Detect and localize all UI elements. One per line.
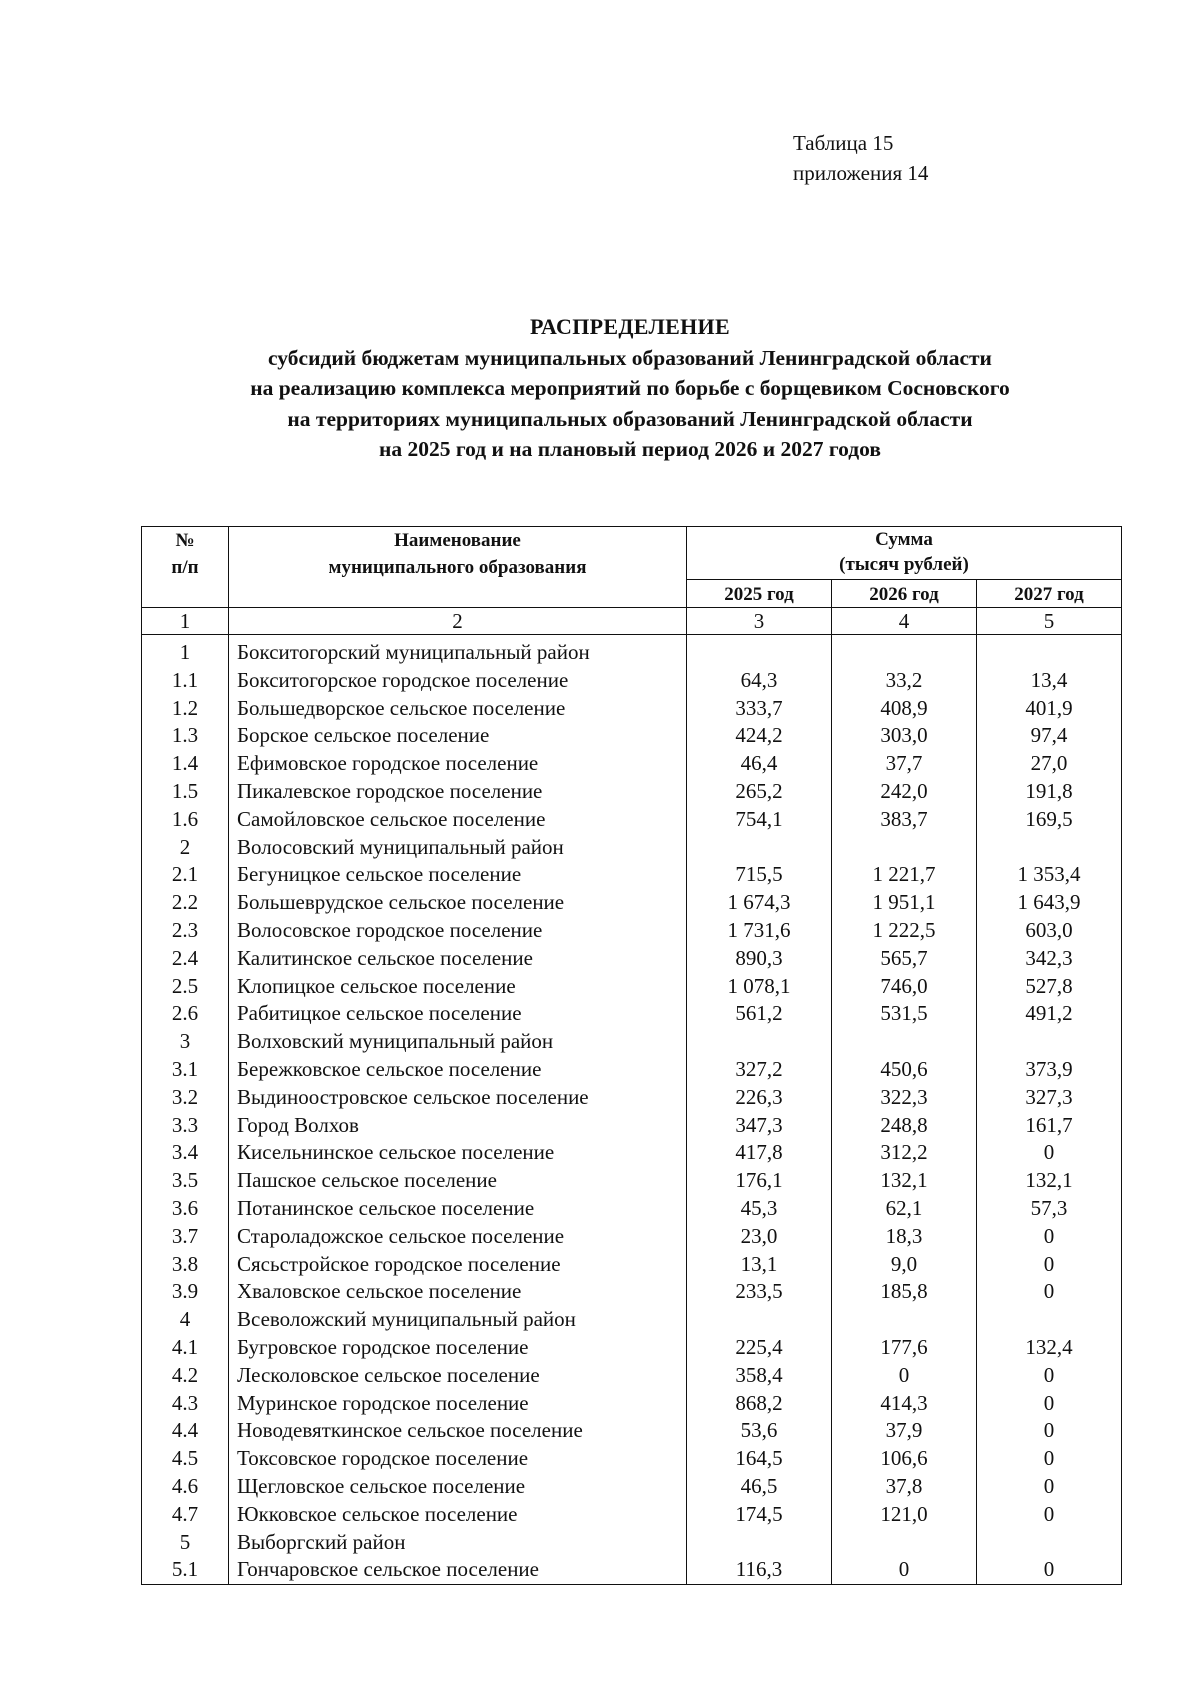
municipality-name: Рабитицкое сельское поселение <box>237 1001 522 1026</box>
amount-2027: 132,1 <box>1025 1168 1073 1193</box>
row-number: 3.1 <box>171 1056 199 1081</box>
amount-2025: 347,3 <box>735 1112 783 1137</box>
amount-2027: 1 353,4 <box>1017 862 1081 887</box>
row-number: 1.2 <box>171 695 199 720</box>
amount-2026: 18,3 <box>885 1223 923 1248</box>
amount-2027: 342,3 <box>1025 945 1073 970</box>
municipality-name: Потанинское сельское поселение <box>237 1195 535 1220</box>
municipality-name: Щегловское сельское поселение <box>237 1473 526 1498</box>
row-number: 2.1 <box>171 862 199 887</box>
column-index: 4 <box>832 608 977 635</box>
municipality-name: Бокситогорский муниципальный район <box>237 640 590 664</box>
amount-2027: 27,0 <box>1030 751 1068 776</box>
header-sum-line-2: (тысяч рублей) <box>839 554 969 575</box>
municipality-name: Кисельнинское сельское поселение <box>237 1140 555 1165</box>
table-number: Таблица 15 <box>793 131 894 155</box>
amount-2025: 754,1 <box>735 806 783 831</box>
title-line-5: на 2025 год и на плановый период 2026 и 2027 годов <box>379 437 881 461</box>
amount-2027: 132,4 <box>1025 1334 1073 1359</box>
row-number: 3.2 <box>171 1084 199 1109</box>
row-number: 2.3 <box>171 917 199 942</box>
row-number: 2.6 <box>171 1001 199 1026</box>
row-number: 1.5 <box>171 778 199 803</box>
amount-2027: 0 <box>1043 1473 1055 1498</box>
municipality-name: Хваловское сельское поселение <box>237 1279 522 1304</box>
row-number: 4.5 <box>171 1446 199 1471</box>
row-number: 4.1 <box>171 1334 199 1359</box>
row-number: 1.4 <box>171 751 199 776</box>
amount-2026: 1 221,7 <box>872 862 936 887</box>
title-line-2: субсидий бюджетам муниципальных образований Ленинградской области <box>268 345 992 370</box>
row-number: 3.5 <box>171 1168 199 1193</box>
municipality-name: Город Волхов <box>237 1112 359 1137</box>
municipality-name: Юкковское сельское поселение <box>237 1501 518 1526</box>
amount-2027: 0 <box>1043 1501 1055 1526</box>
municipality-name: Староладожское сельское поселение <box>237 1223 565 1248</box>
amount-2027 <box>977 1306 1121 1334</box>
municipality-name: Бегуницкое сельское поселение <box>237 862 522 887</box>
amount-2027 <box>977 639 1121 667</box>
row-number: 2.5 <box>171 973 199 998</box>
municipality-name: Пикалевское городское поселение <box>237 778 543 803</box>
header-number <box>142 527 229 608</box>
amount-2025 <box>687 1028 831 1056</box>
amount-2027: 0 <box>1043 1446 1055 1471</box>
amount-2026: 248,8 <box>880 1112 928 1137</box>
amount-2027: 0 <box>1043 1140 1055 1165</box>
municipality-name: Новодевяткинское сельское поселение <box>237 1418 583 1443</box>
amount-2025: 233,5 <box>735 1279 783 1304</box>
amount-2025: 358,4 <box>735 1362 783 1387</box>
row-numbers-column <box>142 635 229 1585</box>
amount-2026: 322,3 <box>880 1084 928 1109</box>
row-number: 3.4 <box>171 1140 199 1165</box>
municipality-name: Волосовское городское поселение <box>237 917 543 942</box>
amount-2027: 0 <box>1043 1251 1055 1276</box>
row-number: 3.6 <box>171 1195 199 1220</box>
row-number: 3.7 <box>171 1223 199 1248</box>
amount-2026: 37,9 <box>885 1418 923 1443</box>
row-number: 1.6 <box>171 806 199 831</box>
amount-2027: 603,0 <box>1025 917 1073 942</box>
amount-2027: 0 <box>1043 1390 1055 1415</box>
municipality-name: Выдиноостровское сельское поселение <box>237 1084 589 1109</box>
row-number: 5.1 <box>171 1557 199 1582</box>
row-number: 1.1 <box>171 667 199 692</box>
amount-2026: 185,8 <box>880 1279 928 1304</box>
amount-2026 <box>832 1529 976 1557</box>
amount-2026: 746,0 <box>880 973 928 998</box>
amount-2027: 0 <box>1043 1279 1055 1304</box>
amount-2027: 57,3 <box>1030 1195 1068 1220</box>
amount-2026: 121,0 <box>880 1501 928 1526</box>
amount-2025 <box>687 639 831 667</box>
amount-2025: 13,1 <box>740 1251 778 1276</box>
title-heading: РАСПРЕДЕЛЕНИЕ <box>530 314 730 339</box>
distribution-table <box>141 526 1122 1585</box>
amount-2025: 45,3 <box>740 1195 778 1220</box>
header-sum-line-1: Сумма <box>875 529 933 550</box>
column-index: 2 <box>229 608 687 635</box>
column-index: 1 <box>142 608 229 635</box>
amount-2027: 327,3 <box>1025 1084 1073 1109</box>
amount-2026 <box>832 834 976 862</box>
amount-2025: 226,3 <box>735 1084 783 1109</box>
amount-2025: 265,2 <box>735 778 783 803</box>
amount-2026: 1 951,1 <box>872 890 936 915</box>
amount-2025: 164,5 <box>735 1446 783 1471</box>
amount-2025: 46,5 <box>740 1473 778 1498</box>
amount-2027: 97,4 <box>1030 723 1068 748</box>
amount-2025: 23,0 <box>740 1223 778 1248</box>
row-number: 4.3 <box>171 1390 199 1415</box>
amount-2026: 303,0 <box>880 723 928 748</box>
header-year-2027: 2027 год <box>977 580 1122 608</box>
amount-2025: 890,3 <box>735 945 783 970</box>
amount-2025: 1 078,1 <box>727 973 791 998</box>
municipality-name: Бережковское сельское поселение <box>237 1056 542 1081</box>
amount-2025: 116,3 <box>735 1557 783 1582</box>
amount-2025 <box>687 1306 831 1334</box>
amount-2026: 242,0 <box>880 778 928 803</box>
header-year-2026: 2026 год <box>832 580 977 608</box>
amount-2027 <box>977 834 1121 862</box>
row-number: 1 <box>179 640 191 664</box>
amount-2027 <box>977 1028 1121 1056</box>
municipality-name: Бокситогорское городское поселение <box>237 667 569 692</box>
amount-2025: 715,5 <box>735 862 783 887</box>
municipality-name: Гончаровское сельское поселение <box>237 1557 539 1582</box>
amount-2025: 417,8 <box>735 1140 783 1165</box>
table-reference <box>793 128 928 188</box>
amount-2027: 0 <box>1043 1362 1055 1387</box>
municipality-name: Большеврудское сельское поселение <box>237 890 565 915</box>
header-number-line-2: п/п <box>171 557 199 578</box>
amount-2026: 450,6 <box>880 1056 928 1081</box>
municipality-name: Выборгский район <box>237 1529 406 1554</box>
document-title <box>130 312 1130 465</box>
row-number: 3.8 <box>171 1251 199 1276</box>
amount-2025: 333,7 <box>735 695 783 720</box>
column-index: 5 <box>977 608 1122 635</box>
amount-2026: 0 <box>898 1557 910 1582</box>
amount-2025: 561,2 <box>735 1001 783 1026</box>
municipality-name: Волховский муниципальный район <box>237 1029 554 1054</box>
row-number: 1.3 <box>171 723 199 748</box>
row-number: 2 <box>179 834 191 859</box>
municipality-name: Сясьстройское городское поселение <box>237 1251 561 1276</box>
amount-2027: 491,2 <box>1025 1001 1073 1026</box>
municipality-name: Клопицкое сельское поселение <box>237 973 516 998</box>
amount-2026: 177,6 <box>880 1334 928 1359</box>
row-number: 2.4 <box>171 945 199 970</box>
amount-2027: 1 643,9 <box>1017 890 1081 915</box>
amount-2025: 327,2 <box>735 1056 783 1081</box>
municipality-name: Пашское сельское поселение <box>237 1168 497 1193</box>
amount-2026: 408,9 <box>880 695 928 720</box>
municipality-name: Самойловское сельское поселение <box>237 806 546 831</box>
amount-2025: 176,1 <box>735 1168 783 1193</box>
row-number: 4 <box>179 1307 191 1332</box>
amount-2025: 225,4 <box>735 1334 783 1359</box>
amount-2025: 64,3 <box>740 667 778 692</box>
amount-2025: 53,6 <box>740 1418 778 1443</box>
amount-2027: 0 <box>1043 1557 1055 1582</box>
amount-2026: 37,8 <box>885 1473 923 1498</box>
amount-2025: 174,5 <box>735 1501 783 1526</box>
amount-2026: 132,1 <box>880 1168 928 1193</box>
amount-2026: 106,6 <box>880 1446 928 1471</box>
amount-2025: 1 731,6 <box>727 917 791 942</box>
amount-2026: 33,2 <box>885 667 923 692</box>
amount-2027 <box>977 1529 1121 1557</box>
municipality-name: Волосовский муниципальный район <box>237 834 564 859</box>
municipality-name: Ефимовское городское поселение <box>237 751 539 776</box>
header-name-line-1: Наименование <box>394 530 521 551</box>
amount-2025: 424,2 <box>735 723 783 748</box>
title-line-4: на территориях муниципальных образований Ленинградской области <box>287 406 973 431</box>
amount-2026: 565,7 <box>880 945 928 970</box>
amount-2026: 37,7 <box>885 751 923 776</box>
header-name-line-2: муниципального образования <box>328 557 587 578</box>
amounts-2027-column <box>977 635 1122 1585</box>
table-body-row <box>142 635 1122 1585</box>
municipality-name: Всеволожский муниципальный район <box>237 1307 576 1332</box>
amount-2026: 312,2 <box>880 1140 928 1165</box>
amount-2026: 414,3 <box>880 1390 928 1415</box>
municipality-name: Токсовское городское поселение <box>237 1446 529 1471</box>
amount-2026 <box>832 1306 976 1334</box>
row-number: 3 <box>179 1029 191 1054</box>
amount-2025: 868,2 <box>735 1390 783 1415</box>
header-row <box>142 527 1122 580</box>
amount-2027: 169,5 <box>1025 806 1073 831</box>
row-number: 4.6 <box>171 1473 199 1498</box>
amount-2027: 527,8 <box>1025 973 1073 998</box>
amount-2026: 62,1 <box>885 1195 923 1220</box>
municipality-name: Калитинское сельское поселение <box>237 945 533 970</box>
amount-2027: 13,4 <box>1030 667 1068 692</box>
amount-2025 <box>687 834 831 862</box>
municipality-name: Борское сельское поселение <box>237 723 490 748</box>
amount-2027: 373,9 <box>1025 1056 1073 1081</box>
appendix-number: приложения 14 <box>793 161 929 185</box>
amount-2027: 401,9 <box>1025 695 1073 720</box>
amounts-2026-column <box>832 635 977 1585</box>
amount-2027: 0 <box>1043 1223 1055 1248</box>
municipality-name: Лесколовское сельское поселение <box>237 1362 540 1387</box>
header-sum <box>687 527 1122 580</box>
row-number: 3.9 <box>171 1279 199 1304</box>
header-year-2025: 2025 год <box>687 580 832 608</box>
amount-2027: 161,7 <box>1025 1112 1073 1137</box>
amount-2026: 383,7 <box>880 806 928 831</box>
amount-2027: 191,8 <box>1025 778 1073 803</box>
amount-2025: 1 674,3 <box>727 890 791 915</box>
column-index-row <box>142 608 1122 635</box>
amount-2026: 0 <box>898 1362 910 1387</box>
amount-2026 <box>832 1028 976 1056</box>
row-number: 5 <box>179 1529 191 1554</box>
amount-2026 <box>832 639 976 667</box>
amount-2026: 1 222,5 <box>872 917 936 942</box>
amount-2026: 9,0 <box>890 1251 918 1276</box>
municipality-name: Бугровское городское поселение <box>237 1334 529 1359</box>
header-name <box>229 527 687 608</box>
municipality-names-column <box>229 635 687 1585</box>
column-index: 3 <box>687 608 832 635</box>
municipality-name: Большедворское сельское поселение <box>237 695 566 720</box>
amount-2026: 531,5 <box>880 1001 928 1026</box>
amount-2025: 46,4 <box>740 751 778 776</box>
header-number-line-1: № <box>175 530 195 551</box>
title-line-3: на реализацию комплекса мероприятий по борьбе с борщевиком Сосновского <box>250 376 1010 400</box>
row-number: 4.2 <box>171 1362 199 1387</box>
amount-2025 <box>687 1529 831 1557</box>
row-number: 4.7 <box>171 1501 199 1526</box>
amounts-2025-column <box>687 635 832 1585</box>
row-number: 3.3 <box>171 1112 199 1137</box>
municipality-name: Муринское городское поселение <box>237 1390 529 1415</box>
row-number: 4.4 <box>171 1418 199 1443</box>
amount-2027: 0 <box>1043 1418 1055 1443</box>
row-number: 2.2 <box>171 890 199 915</box>
